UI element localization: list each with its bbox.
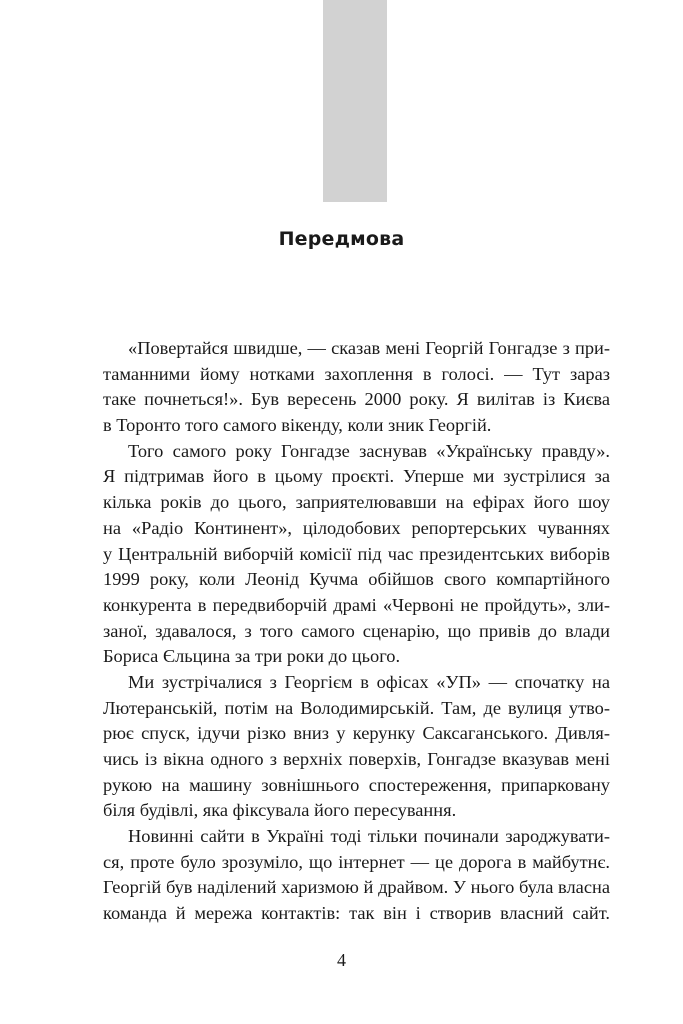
text-line: Лютеранській, потім на Володимирській. Там, де вулиця утво- bbox=[103, 697, 610, 718]
text-line: Новинні сайти в Україні тоді тільки починали зароджувати- bbox=[128, 826, 610, 847]
text-line: кілька років до цього, заприятелювавши на ефірах його шоу bbox=[103, 492, 610, 513]
text-line: рює спуск, ідучи різко вниз у керунку Саксаганського. Дивля- bbox=[103, 723, 610, 744]
text-line: «Повертайся швидше, — сказав мені Георгій Гонгадзе з при- bbox=[128, 338, 610, 358]
text-line: в Торонто того самого вікенду, коли зник Георгій. bbox=[103, 415, 492, 436]
text-line: таманними йому нотками захоплення в голосі. — Тут зараз bbox=[103, 363, 610, 384]
paragraph bbox=[103, 336, 610, 439]
paragraph bbox=[103, 824, 610, 927]
text-line: Я підтримав його в цьому проєкті. Уперше ми зустрілися за bbox=[103, 466, 610, 487]
text-line: Бориса Єльцина за три роки до цього. bbox=[103, 646, 401, 667]
text-line: у Центральній виборчій комісії під час президентських виборів bbox=[103, 543, 610, 564]
text-line: Того самого року Гонгадзе заснував «Українську правду». bbox=[128, 440, 610, 461]
text-line: на «Радіо Континент», цілодобових репортерських чуваннях bbox=[103, 517, 610, 538]
text-line: біля будівлі, яка фіксувала його пересування. bbox=[103, 800, 457, 821]
body-text bbox=[103, 336, 610, 927]
text-line: Георгій був наділений харизмою й драйвом. У нього була власна bbox=[103, 877, 610, 898]
text-line: заної, здавалося, з того самого сценарію, що привів до влади bbox=[103, 620, 610, 641]
text-line: 1999 року, коли Леонід Кучма обійшов свого компартійного bbox=[103, 569, 610, 590]
text-line: ся, проте було зрозуміло, що інтернет — це дорога в майбутнє. bbox=[103, 851, 610, 872]
text-line: Ми зустрічалися з Георгієм в офісах «УП» — спочатку на bbox=[128, 671, 610, 692]
paragraph bbox=[103, 439, 610, 670]
text-line: команда й мережа контактів: так він і створив власний сайт. bbox=[103, 903, 610, 924]
text-line: конкурента в передвиборчій драмі «Червоні не пройдуть», зли- bbox=[103, 594, 610, 615]
chapter-title: Передмова bbox=[278, 228, 405, 250]
page-number: 4 bbox=[337, 950, 346, 970]
text-line: рукою на машину зовнішнього спостереження, припарковану bbox=[103, 774, 610, 795]
text-line: чись із вікна одного з верхніх поверхів, Гонгадзе вказував мені bbox=[103, 749, 610, 769]
text-line: таке почнеться!». Був вересень 2000 року. Я вилітав із Києва bbox=[103, 389, 610, 410]
chapter-header-bar bbox=[323, 0, 387, 202]
paragraph bbox=[103, 670, 610, 824]
